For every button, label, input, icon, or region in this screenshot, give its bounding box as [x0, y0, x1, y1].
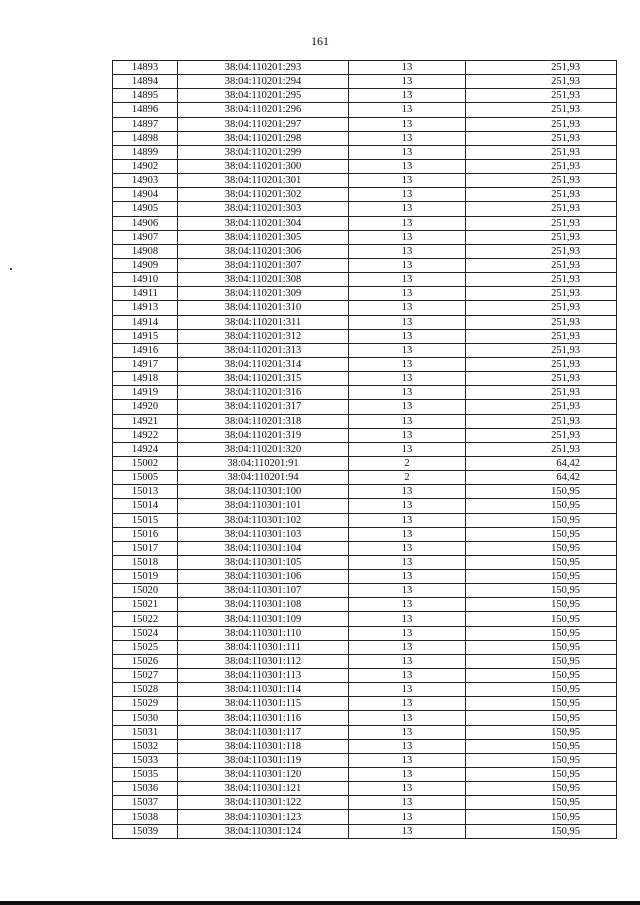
zone-cell: 13	[349, 654, 466, 668]
value-cell: 150,95	[466, 782, 617, 796]
row-number-cell: 14896	[113, 103, 178, 117]
row-number-cell: 15032	[113, 739, 178, 753]
row-number-cell: 15033	[113, 753, 178, 767]
row-number-cell: 14904	[113, 188, 178, 202]
zone-cell: 13	[349, 612, 466, 626]
table-row	[113, 372, 617, 386]
table-row	[113, 428, 617, 442]
value-cell: 150,95	[466, 753, 617, 767]
cadastral-number-cell: 38:04:110201:303	[178, 202, 349, 216]
cadastral-number-cell: 38:04:110301:102	[178, 513, 349, 527]
zone-cell: 13	[349, 244, 466, 258]
value-cell: 251,93	[466, 159, 617, 173]
cadastral-number-cell: 38:04:110301:122	[178, 796, 349, 810]
cadastral-number-cell: 38:04:110301:109	[178, 612, 349, 626]
zone-cell: 13	[349, 810, 466, 824]
table-row	[113, 117, 617, 131]
cadastral-number-cell: 38:04:110201:294	[178, 75, 349, 89]
cadastral-number-cell: 38:04:110301:110	[178, 626, 349, 640]
table-row	[113, 810, 617, 824]
zone-cell: 13	[349, 739, 466, 753]
zone-cell: 13	[349, 273, 466, 287]
value-cell: 150,95	[466, 640, 617, 654]
value-cell: 251,93	[466, 372, 617, 386]
zone-cell: 13	[349, 202, 466, 216]
zone-cell: 13	[349, 103, 466, 117]
zone-cell: 13	[349, 329, 466, 343]
row-number-cell: 15005	[113, 471, 178, 485]
table-row	[113, 89, 617, 103]
page-number: 161	[311, 34, 329, 48]
zone-cell: 13	[349, 584, 466, 598]
row-number-cell: 14915	[113, 329, 178, 343]
cadastral-number-cell: 38:04:110301:108	[178, 598, 349, 612]
row-number-cell: 14902	[113, 159, 178, 173]
cadastral-number-cell: 38:04:110301:118	[178, 739, 349, 753]
row-number-cell: 15038	[113, 810, 178, 824]
value-cell: 150,95	[466, 824, 617, 838]
cadastral-number-cell: 38:04:110301:124	[178, 824, 349, 838]
zone-cell: 13	[349, 753, 466, 767]
zone-cell: 13	[349, 188, 466, 202]
table-row	[113, 753, 617, 767]
value-cell: 251,93	[466, 89, 617, 103]
table-row	[113, 697, 617, 711]
value-cell: 150,95	[466, 485, 617, 499]
zone-cell: 13	[349, 145, 466, 159]
zone-cell: 13	[349, 541, 466, 555]
value-cell: 251,93	[466, 287, 617, 301]
cadastral-number-cell: 38:04:110201:318	[178, 414, 349, 428]
table-row	[113, 61, 617, 75]
cadastral-table-body	[113, 61, 617, 839]
zone-cell: 13	[349, 315, 466, 329]
table-row	[113, 541, 617, 555]
row-number-cell: 15031	[113, 725, 178, 739]
cadastral-number-cell: 38:04:110301:101	[178, 499, 349, 513]
zone-cell: 13	[349, 400, 466, 414]
table-row	[113, 796, 617, 810]
table-row	[113, 456, 617, 470]
value-cell: 251,93	[466, 61, 617, 75]
zone-cell: 13	[349, 258, 466, 272]
cadastral-number-cell: 38:04:110301:106	[178, 570, 349, 584]
row-number-cell: 15021	[113, 598, 178, 612]
scan-speck	[10, 268, 12, 270]
row-number-cell: 14909	[113, 258, 178, 272]
row-number-cell: 15035	[113, 768, 178, 782]
cadastral-number-cell: 38:04:110301:119	[178, 753, 349, 767]
table-row	[113, 669, 617, 683]
zone-cell: 13	[349, 796, 466, 810]
row-number-cell: 14897	[113, 117, 178, 131]
value-cell: 150,95	[466, 711, 617, 725]
table-row	[113, 499, 617, 513]
row-number-cell: 15019	[113, 570, 178, 584]
value-cell: 150,95	[466, 570, 617, 584]
zone-cell: 13	[349, 216, 466, 230]
cadastral-number-cell: 38:04:110201:302	[178, 188, 349, 202]
value-cell: 251,93	[466, 329, 617, 343]
cadastral-number-cell: 38:04:110201:317	[178, 400, 349, 414]
row-number-cell: 14913	[113, 301, 178, 315]
zone-cell: 13	[349, 697, 466, 711]
value-cell: 150,95	[466, 555, 617, 569]
row-number-cell: 14917	[113, 357, 178, 371]
table-row	[113, 485, 617, 499]
zone-cell: 13	[349, 527, 466, 541]
row-number-cell: 14911	[113, 287, 178, 301]
value-cell: 251,93	[466, 145, 617, 159]
table-row	[113, 513, 617, 527]
table-row	[113, 739, 617, 753]
cadastral-number-cell: 38:04:110301:104	[178, 541, 349, 555]
zone-cell: 13	[349, 230, 466, 244]
value-cell: 251,93	[466, 117, 617, 131]
zone-cell: 13	[349, 513, 466, 527]
cadastral-number-cell: 38:04:110201:298	[178, 131, 349, 145]
row-number-cell: 15015	[113, 513, 178, 527]
row-number-cell: 15013	[113, 485, 178, 499]
table-row	[113, 75, 617, 89]
value-cell: 150,95	[466, 725, 617, 739]
row-number-cell: 14919	[113, 386, 178, 400]
table-row	[113, 584, 617, 598]
row-number-cell: 14920	[113, 400, 178, 414]
value-cell: 251,93	[466, 75, 617, 89]
row-number-cell: 14895	[113, 89, 178, 103]
zone-cell: 13	[349, 626, 466, 640]
value-cell: 251,93	[466, 202, 617, 216]
table-row	[113, 315, 617, 329]
table-row	[113, 386, 617, 400]
zone-cell: 13	[349, 372, 466, 386]
cadastral-number-cell: 38:04:110301:111	[178, 640, 349, 654]
row-number-cell: 14899	[113, 145, 178, 159]
row-number-cell: 15026	[113, 654, 178, 668]
zone-cell: 13	[349, 782, 466, 796]
zone-cell: 13	[349, 485, 466, 499]
cadastral-number-cell: 38:04:110301:113	[178, 669, 349, 683]
zone-cell: 13	[349, 669, 466, 683]
table-row	[113, 725, 617, 739]
zone-cell: 13	[349, 343, 466, 357]
zone-cell: 13	[349, 174, 466, 188]
zone-cell: 13	[349, 428, 466, 442]
cadastral-number-cell: 38:04:110201:307	[178, 258, 349, 272]
zone-cell: 13	[349, 301, 466, 315]
cadastral-number-cell: 38:04:110201:310	[178, 301, 349, 315]
zone-cell: 13	[349, 711, 466, 725]
table-row	[113, 202, 617, 216]
value-cell: 150,95	[466, 669, 617, 683]
table-row	[113, 555, 617, 569]
row-number-cell: 15024	[113, 626, 178, 640]
value-cell: 251,93	[466, 258, 617, 272]
row-number-cell: 15020	[113, 584, 178, 598]
value-cell: 150,95	[466, 612, 617, 626]
value-cell: 150,95	[466, 541, 617, 555]
value-cell: 150,95	[466, 654, 617, 668]
value-cell: 251,93	[466, 400, 617, 414]
zone-cell: 13	[349, 89, 466, 103]
cadastral-number-cell: 38:04:110201:300	[178, 159, 349, 173]
cadastral-number-cell: 38:04:110201:315	[178, 372, 349, 386]
table-row	[113, 768, 617, 782]
zone-cell: 13	[349, 131, 466, 145]
cadastral-number-cell: 38:04:110201:296	[178, 103, 349, 117]
row-number-cell: 14905	[113, 202, 178, 216]
table-row	[113, 343, 617, 357]
zone-cell: 13	[349, 414, 466, 428]
cadastral-number-cell: 38:04:110301:107	[178, 584, 349, 598]
value-cell: 251,93	[466, 343, 617, 357]
cadastral-number-cell: 38:04:110201:305	[178, 230, 349, 244]
table-row	[113, 711, 617, 725]
cadastral-number-cell: 38:04:110301:121	[178, 782, 349, 796]
table-row	[113, 329, 617, 343]
value-cell: 150,95	[466, 598, 617, 612]
cadastral-number-cell: 38:04:110201:306	[178, 244, 349, 258]
row-number-cell: 15017	[113, 541, 178, 555]
cadastral-number-cell: 38:04:110201:314	[178, 357, 349, 371]
cadastral-number-cell: 38:04:110201:319	[178, 428, 349, 442]
cadastral-number-cell: 38:04:110201:308	[178, 273, 349, 287]
row-number-cell: 15022	[113, 612, 178, 626]
table-row	[113, 216, 617, 230]
cadastral-number-cell: 38:04:110301:114	[178, 683, 349, 697]
zone-cell: 13	[349, 824, 466, 838]
table-row	[113, 145, 617, 159]
value-cell: 64,42	[466, 471, 617, 485]
table-row	[113, 683, 617, 697]
cadastral-number-cell: 38:04:110201:295	[178, 89, 349, 103]
table-row	[113, 258, 617, 272]
value-cell: 251,93	[466, 414, 617, 428]
row-number-cell: 14922	[113, 428, 178, 442]
value-cell: 251,93	[466, 230, 617, 244]
value-cell: 251,93	[466, 315, 617, 329]
row-number-cell: 14907	[113, 230, 178, 244]
zone-cell: 13	[349, 768, 466, 782]
zone-cell: 13	[349, 386, 466, 400]
table-row	[113, 612, 617, 626]
row-number-cell: 14894	[113, 75, 178, 89]
row-number-cell: 15036	[113, 782, 178, 796]
cadastral-number-cell: 38:04:110201:301	[178, 174, 349, 188]
row-number-cell: 15016	[113, 527, 178, 541]
row-number-cell: 15028	[113, 683, 178, 697]
table-row	[113, 174, 617, 188]
value-cell: 64,42	[466, 456, 617, 470]
value-cell: 251,93	[466, 131, 617, 145]
value-cell: 150,95	[466, 768, 617, 782]
zone-cell: 13	[349, 683, 466, 697]
zone-cell: 13	[349, 159, 466, 173]
cadastral-number-cell: 38:04:110301:120	[178, 768, 349, 782]
row-number-cell: 14903	[113, 174, 178, 188]
value-cell: 150,95	[466, 796, 617, 810]
value-cell: 251,93	[466, 301, 617, 315]
zone-cell: 13	[349, 287, 466, 301]
table-row	[113, 287, 617, 301]
value-cell: 150,95	[466, 513, 617, 527]
table-row	[113, 357, 617, 371]
table-row	[113, 598, 617, 612]
row-number-cell: 14893	[113, 61, 178, 75]
cadastral-number-cell: 38:04:110201:313	[178, 343, 349, 357]
value-cell: 251,93	[466, 273, 617, 287]
zone-cell: 2	[349, 471, 466, 485]
table-row	[113, 159, 617, 173]
table-row	[113, 626, 617, 640]
row-number-cell: 15029	[113, 697, 178, 711]
table-row	[113, 570, 617, 584]
value-cell: 251,93	[466, 188, 617, 202]
value-cell: 150,95	[466, 683, 617, 697]
cadastral-number-cell: 38:04:110301:103	[178, 527, 349, 541]
value-cell: 251,93	[466, 103, 617, 117]
cadastral-number-cell: 38:04:110201:299	[178, 145, 349, 159]
zone-cell: 13	[349, 499, 466, 513]
zone-cell: 2	[349, 456, 466, 470]
cadastral-number-cell: 38:04:110201:91	[178, 456, 349, 470]
value-cell: 251,93	[466, 244, 617, 258]
table-row	[113, 640, 617, 654]
cadastral-number-cell: 38:04:110201:316	[178, 386, 349, 400]
value-cell: 150,95	[466, 584, 617, 598]
value-cell: 150,95	[466, 739, 617, 753]
table-row	[113, 301, 617, 315]
zone-cell: 13	[349, 640, 466, 654]
value-cell: 251,93	[466, 216, 617, 230]
cadastral-number-cell: 38:04:110201:297	[178, 117, 349, 131]
row-number-cell: 15018	[113, 555, 178, 569]
cadastral-number-cell: 38:04:110201:293	[178, 61, 349, 75]
row-number-cell: 15014	[113, 499, 178, 513]
table-row	[113, 782, 617, 796]
table-row	[113, 273, 617, 287]
value-cell: 150,95	[466, 527, 617, 541]
cadastral-number-cell: 38:04:110201:320	[178, 442, 349, 456]
row-number-cell: 14916	[113, 343, 178, 357]
cadastral-number-cell: 38:04:110301:112	[178, 654, 349, 668]
zone-cell: 13	[349, 570, 466, 584]
zone-cell: 13	[349, 75, 466, 89]
value-cell: 251,93	[466, 386, 617, 400]
row-number-cell: 14914	[113, 315, 178, 329]
scan-edge	[0, 901, 640, 905]
table-row	[113, 188, 617, 202]
value-cell: 150,95	[466, 697, 617, 711]
table-row	[113, 244, 617, 258]
cadastral-table	[112, 60, 617, 839]
table-row	[113, 230, 617, 244]
zone-cell: 13	[349, 61, 466, 75]
cadastral-number-cell: 38:04:110201:304	[178, 216, 349, 230]
cadastral-number-cell: 38:04:110201:309	[178, 287, 349, 301]
table-row	[113, 442, 617, 456]
cadastral-number-cell: 38:04:110301:123	[178, 810, 349, 824]
row-number-cell: 14908	[113, 244, 178, 258]
row-number-cell: 14921	[113, 414, 178, 428]
row-number-cell: 14910	[113, 273, 178, 287]
table-row	[113, 824, 617, 838]
value-cell: 251,93	[466, 357, 617, 371]
value-cell: 251,93	[466, 442, 617, 456]
zone-cell: 13	[349, 725, 466, 739]
table-row	[113, 471, 617, 485]
value-cell: 251,93	[466, 174, 617, 188]
table-row	[113, 131, 617, 145]
table-row	[113, 414, 617, 428]
row-number-cell: 15037	[113, 796, 178, 810]
value-cell: 150,95	[466, 626, 617, 640]
table-row	[113, 400, 617, 414]
row-number-cell: 14898	[113, 131, 178, 145]
zone-cell: 13	[349, 442, 466, 456]
cadastral-number-cell: 38:04:110301:115	[178, 697, 349, 711]
cadastral-number-cell: 38:04:110301:105	[178, 555, 349, 569]
row-number-cell: 15030	[113, 711, 178, 725]
zone-cell: 13	[349, 117, 466, 131]
value-cell: 251,93	[466, 428, 617, 442]
cadastral-number-cell: 38:04:110201:312	[178, 329, 349, 343]
value-cell: 150,95	[466, 499, 617, 513]
row-number-cell: 15002	[113, 456, 178, 470]
row-number-cell: 15025	[113, 640, 178, 654]
cadastral-number-cell: 38:04:110201:311	[178, 315, 349, 329]
cadastral-number-cell: 38:04:110301:100	[178, 485, 349, 499]
table-row	[113, 654, 617, 668]
row-number-cell: 15039	[113, 824, 178, 838]
value-cell: 150,95	[466, 810, 617, 824]
row-number-cell: 14906	[113, 216, 178, 230]
zone-cell: 13	[349, 555, 466, 569]
cadastral-number-cell: 38:04:110301:116	[178, 711, 349, 725]
zone-cell: 13	[349, 357, 466, 371]
table-row	[113, 527, 617, 541]
row-number-cell: 14918	[113, 372, 178, 386]
row-number-cell: 15027	[113, 669, 178, 683]
cadastral-number-cell: 38:04:110301:117	[178, 725, 349, 739]
cadastral-number-cell: 38:04:110201:94	[178, 471, 349, 485]
row-number-cell: 14924	[113, 442, 178, 456]
zone-cell: 13	[349, 598, 466, 612]
table-row	[113, 103, 617, 117]
